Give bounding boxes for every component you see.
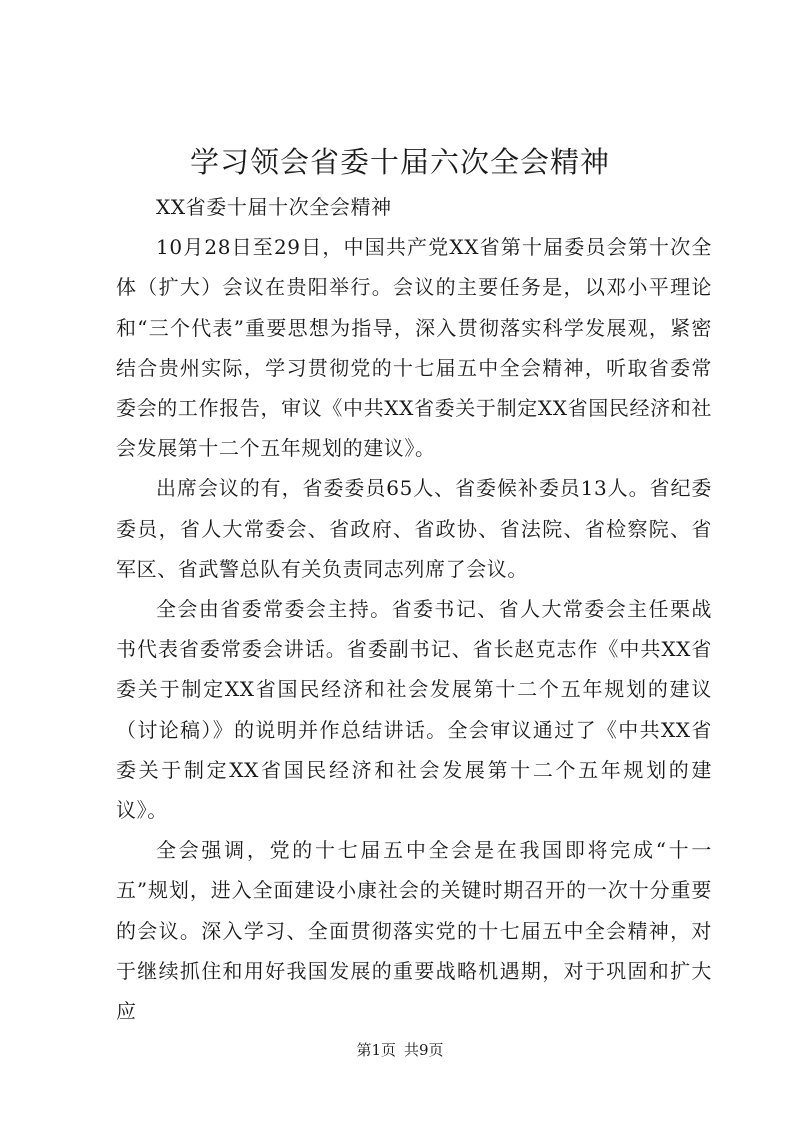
document-body	[116, 187, 712, 1031]
document-title: 学习领会省委十届六次全会精神	[189, 145, 610, 179]
page-footer	[0, 1040, 800, 1060]
paragraph-meeting-overview: 10月28日至29日，中国共产党XX省第十届委员会第十次全体（扩大）会议在贵阳举行。会议的主要任务是，以邓小平理论和“三个代表”重要思想为指导，深入贯彻落实科学发展观，紧密结合贵州实际，学习贯彻党的十七届五中全会精神，听取省委常委会的工作报告，审议《中共XX省委关于制定XX省国民经济和社会发展第十二个五年规划的建议》。	[116, 235, 712, 461]
page-number: 第1页	[356, 1041, 396, 1059]
page-total: 共9页	[404, 1041, 444, 1059]
paragraph-subtitle: XX省委十届十次全会精神	[156, 195, 392, 219]
paragraph-emphasis: 全会强调，党的十七届五中全会是在我国即将完成“十一五”规划，进入全面建设小康社会的关键时期召开的一次十分重要的会议。深入学习、全面贯彻落实党的十七届五中全会精神，对于继续抓住和用好我国发展的重要战略机遇期，对于巩固和扩大应	[116, 838, 712, 1024]
paragraph-proceedings: 全会由省委常委会主持。省委书记、省人大常委会主任栗战书代表省委常委会讲话。省委副书记、省长赵克志作《中共XX省委关于制定XX省国民经济和社会发展第十二个五年规划的建议（讨论稿）》的说明并作总结讲话。全会审议通过了《中共XX省委关于制定XX省国民经济和社会发展第十二个五年规划的建议》。	[116, 597, 712, 823]
paragraph-attendees: 出席会议的有，省委委员65人、省委候补委员13人。省纪委委员，省人大常委会、省政府、省政协、省法院、省检察院、省军区、省武警总队有关负责同志列席了会议。	[116, 476, 712, 581]
